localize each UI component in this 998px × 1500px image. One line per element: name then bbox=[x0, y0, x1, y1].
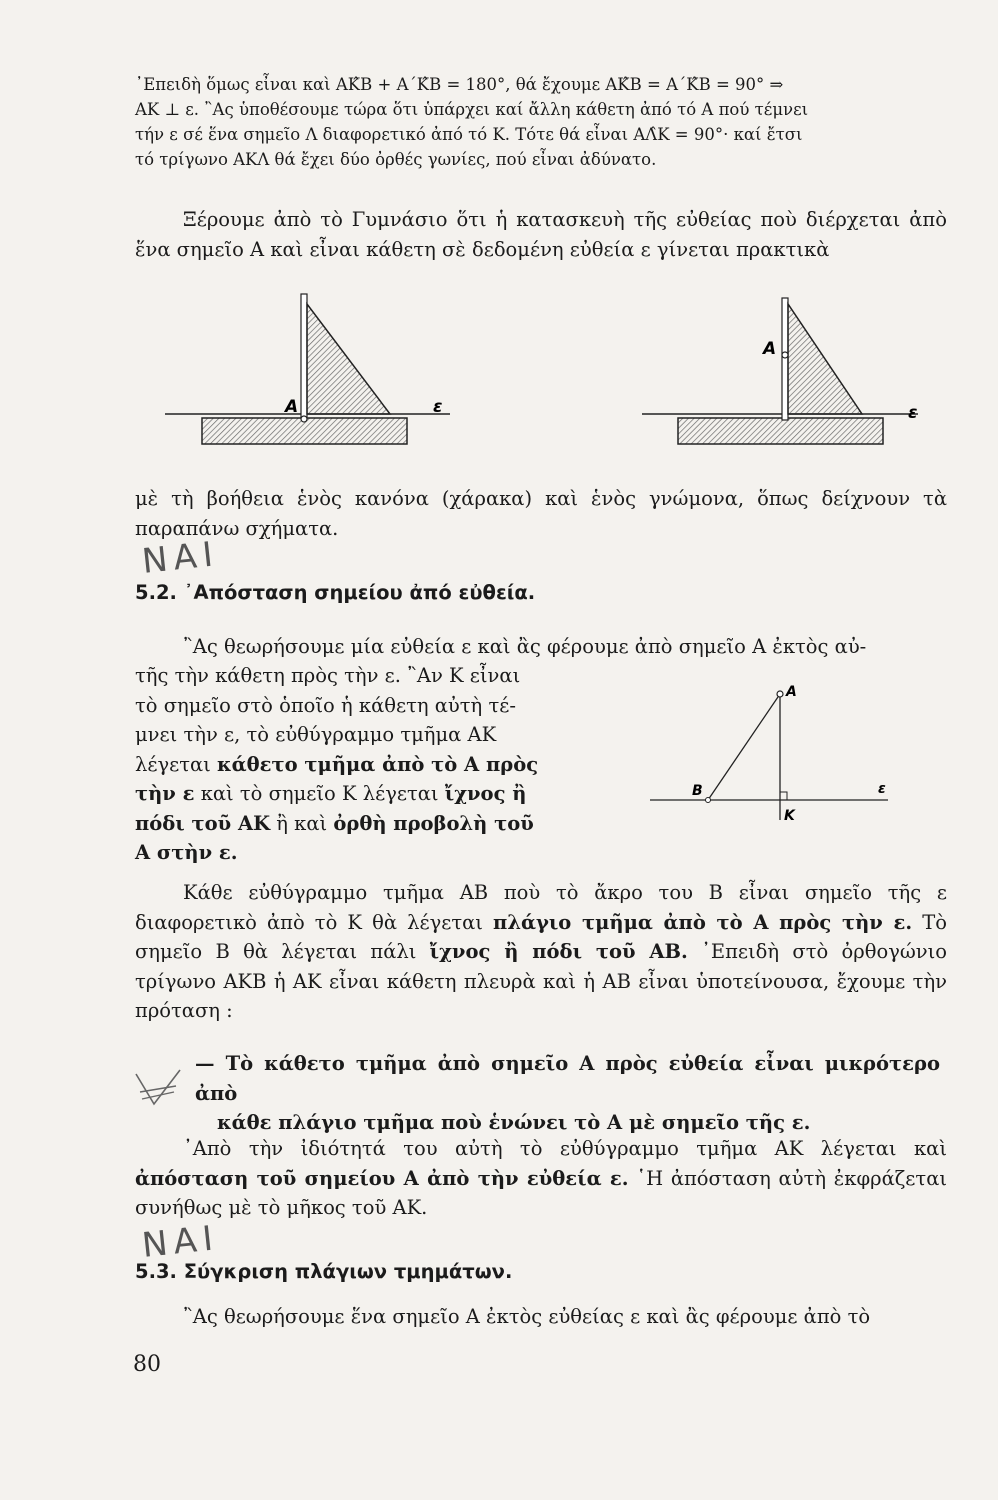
handwritten-note: ΝΑΙ bbox=[140, 1218, 221, 1266]
perpendicular-figure bbox=[640, 680, 900, 830]
ruler bbox=[678, 418, 883, 444]
text-line: — Τὸ κάθετο τμῆμα ἀπὸ σημεῖο Α πρὸς εὐθεία εἶναι μικρότερο ἀπὸ bbox=[195, 1052, 940, 1105]
label-k: Κ bbox=[784, 808, 795, 824]
label-a: Α bbox=[763, 339, 777, 359]
section-5-3-title: 5.3. Σύγκριση πλάγιων τμημάτων. bbox=[135, 1260, 513, 1283]
intro-paragraph bbox=[135, 72, 947, 172]
right-angle-mark bbox=[780, 792, 787, 800]
label-a: Α bbox=[285, 397, 299, 417]
set-square bbox=[307, 304, 390, 414]
oblique-paragraph: Κάθε εὐθύγραμμο τμῆμα ΑΒ ποὺ τὸ ἄκρο του Β εἶναι σημεῖο τῆς ε διαφορετικὸ ἀπὸ τὸ Κ θὰ λέγεται πλάγιο τμῆμα ἀπὸ τὸ Α πρὸς τὴν ε. Τὸ σημεῖο Β θὰ λέγεται πάλι ἴχνος ἢ πόδι τοῦ ΑΒ. ᾿Επειδὴ στὸ ὀρθογώνιο τρίγωνο ΑΚΒ ἡ ΑΚ εἶναι κάθετη πλευρὰ καὶ ἡ ΑΒ εἶναι ὑποτείνουσα, ἔχουμε τὴν πρόταση : bbox=[135, 881, 947, 1022]
point-a bbox=[301, 416, 307, 422]
text-line: τὴν ε καὶ τὸ σημεῖο Κ λέγεται ἴχνος ἢ bbox=[135, 782, 527, 805]
text-line: τῆς τὴν κάθετη πρὸς τὴν ε. ῍Αν Κ εἶναι bbox=[135, 664, 521, 687]
segment-ab bbox=[708, 694, 780, 800]
point-b bbox=[706, 798, 711, 803]
left-figure bbox=[165, 294, 450, 444]
set-square bbox=[788, 304, 862, 414]
margin-check-mark bbox=[132, 1066, 192, 1110]
text-line: τήν ε σέ ἕνα σημεῖο Λ διαφορετικό ἀπό τό Κ. Τότε θά εἶναι ΑΛ̂Κ = 90°· καί ἔτσι bbox=[135, 125, 803, 144]
set-square-figures bbox=[160, 290, 940, 460]
text-line: ᾿Επειδὴ ὅμως εἶναι καὶ ΑΚ̂Β + Α΄Κ̂Β = 180°, θά ἔχουμε ΑΚ̂Β = Α΄Κ̂Β = 90° ⇒ bbox=[135, 75, 784, 94]
construction-paragraph: Ξέρουμε ἀπὸ τὸ Γυμνάσιο ὅτι ἡ κατασκευὴ τῆς εὐθείας ποὺ διέρχεται ἀπὸ ἕνα σημεῖο Α καὶ εἶναι κάθετη σὲ δεδομένη εὐθεία ε γίνεται πρακτικὰ bbox=[135, 208, 947, 261]
distance-paragraph-first-line: ῍Ας θεωρήσουμε μία εὐθεία ε καὶ ἂς φέρουμε ἀπὸ σημεῖο Α ἐκτὸς αὐ- bbox=[183, 635, 867, 658]
text-line: ΑΚ ⊥ ε. ῍Ας ὑποθέσουμε τώρα ὅτι ὑπάρχει καί ἄλλη κάθετη ἀπό τό Α πού τέμνει bbox=[135, 100, 809, 119]
proposition bbox=[195, 1049, 940, 1138]
point-a bbox=[782, 352, 788, 358]
set-square-edge bbox=[782, 298, 788, 420]
label-e: ε bbox=[908, 403, 918, 423]
set-square-edge bbox=[301, 294, 307, 418]
label-a: Α bbox=[786, 684, 797, 700]
text-line: λέγεται κάθετο τμῆμα ἀπὸ τὸ Α πρὸς bbox=[135, 752, 539, 776]
comparison-paragraph: ῍Ας θεωρήσουμε ἕνα σημεῖο Α ἐκτὸς εὐθείας ε καὶ ἂς φέρουμε ἀπὸ τὸ bbox=[183, 1305, 871, 1328]
section-5-2-title: 5.2. ᾿Απόσταση σημείου ἀπό εὐθεία. bbox=[135, 581, 536, 604]
label-b: Β bbox=[692, 783, 703, 799]
text-line: κάθε πλάγιο τμῆμα ποὺ ἑνώνει τὸ Α μὲ σημεῖο τῆς ε. bbox=[217, 1111, 811, 1134]
label-e: ε bbox=[878, 781, 886, 797]
ruler-paragraph: μὲ τὴ βοήθεια ἑνὸς κανόνα (χάρακα) καὶ ἑνὸς γνώμονα, ὅπως δείχνουν τὰ παραπάνω σχήματα. bbox=[135, 487, 947, 540]
page-number: 80 bbox=[133, 1352, 161, 1377]
text-line: πόδι τοῦ ΑΚ ἢ καὶ ὀρθὴ προβολὴ τοῦ bbox=[135, 811, 534, 835]
text-line: Α στὴν ε. bbox=[135, 841, 238, 864]
point-a bbox=[777, 691, 783, 697]
handwritten-note: ΝΑΙ bbox=[140, 534, 221, 582]
text-line: μνει τὴν ε, τὸ εὐθύγραμμο τμῆμα ΑΚ bbox=[135, 723, 497, 746]
right-figure bbox=[642, 298, 918, 444]
text-line: τό τρίγωνο ΑΚΛ θά ἔχει δύο ὀρθές γωνίες, πού εἶναι ἀδύνατο. bbox=[135, 150, 657, 169]
distance-paragraph bbox=[135, 661, 575, 868]
text-line: τὸ σημεῖο στὸ ὁποῖο ἡ κάθετη αὐτὴ τέ- bbox=[135, 693, 516, 717]
distance-definition-paragraph: ᾿Απὸ τὴν ἰδιότητά του αὐτὴ τὸ εὐθύγραμμο τμῆμα ΑΚ λέγεται καὶ ἀπόσταση τοῦ σημείου Α ἀπὸ τὴν εὐθεία ε. ῾Η ἀπόσταση αὐτὴ ἐκφράζεται συνήθως μὲ τὸ μῆκος τοῦ ΑΚ. bbox=[135, 1137, 948, 1219]
label-e: ε bbox=[433, 397, 443, 417]
